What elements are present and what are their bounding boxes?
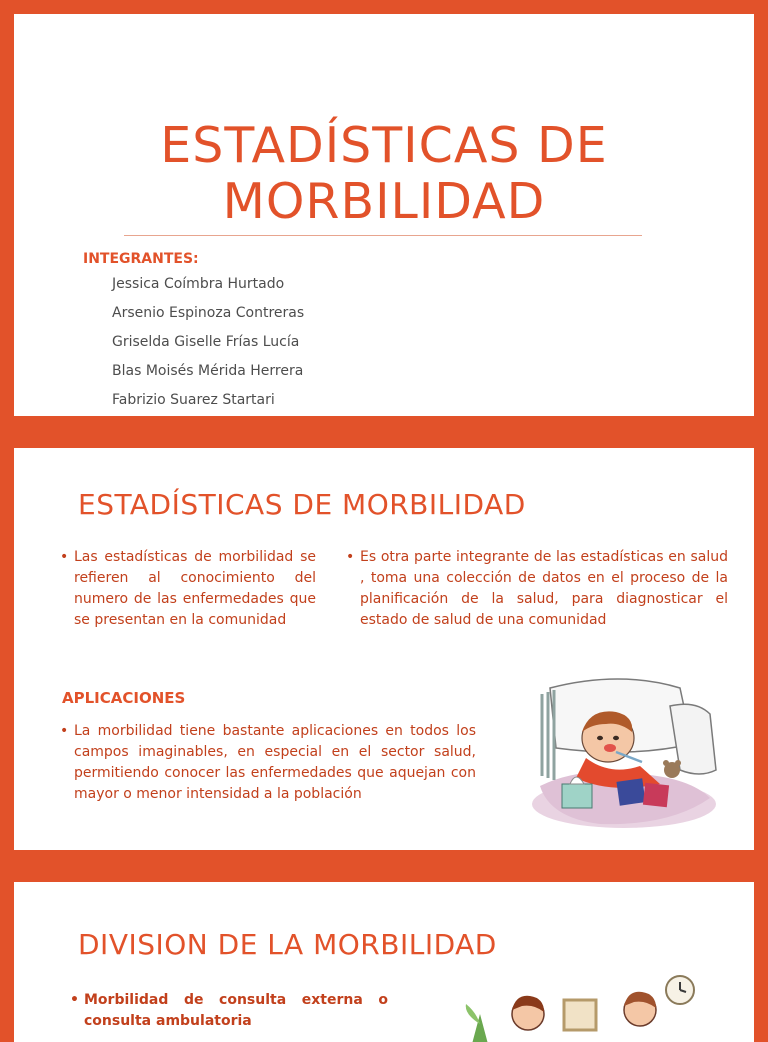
- integrantes-label: INTEGRANTES:: [83, 251, 199, 267]
- aplicaciones-bullets: [60, 721, 476, 805]
- members-list: [112, 274, 304, 416]
- doctor-consultation-icon: [444, 974, 714, 1042]
- slide-heading: ESTADÍSTICAS DE MORBILIDAD: [78, 488, 526, 521]
- slide-title-heading: [14, 118, 754, 230]
- slide-definition: [14, 448, 754, 850]
- member-name: Blas Moisés Mérida Herrera: [112, 363, 304, 379]
- title-divider: [124, 235, 642, 236]
- title-line-2: MORBILIDAD: [222, 173, 546, 230]
- left-bullets: [60, 547, 316, 631]
- aplicaciones-label: APLICACIONES: [62, 689, 186, 707]
- bullet-item: • Las estadísticas de morbilidad se refieren al conocimiento del numero de las enfermedades que se presentan en la comunidad: [60, 547, 316, 631]
- member-name: Fabrizio Suarez Startari: [112, 392, 275, 408]
- member-name: Griselda Giselle Frías Lucía: [112, 334, 300, 350]
- slide-division: [14, 882, 754, 1042]
- member-name: Jessica Coímbra Hurtado: [112, 276, 285, 292]
- member-name: Arsenio Espinoza Contreras: [112, 305, 305, 321]
- right-bullets: [346, 547, 728, 631]
- bullet-item: • Es otra parte integrante de las estadísticas en salud , toma una colección de datos en el proceso de la planificación de la salud, para diagnosticar el estado de salud de una comunidad: [346, 547, 728, 631]
- title-line-1: ESTADÍSTICAS DE: [160, 117, 608, 174]
- bullet-item: • La morbilidad tiene bastante aplicaciones en todos los campos imaginables, en especial en el sector salud, permitiendo conocer las enfermedades que aquejan con mayor o menor intensidad a la población: [60, 721, 476, 805]
- bullet-item: • Morbilidad de consulta externa o consulta ambulatoria: [70, 990, 388, 1032]
- slide-title: [14, 14, 754, 416]
- slide-heading: DIVISION DE LA MORBILIDAD: [78, 928, 497, 961]
- sick-child-in-bed-icon: [520, 666, 720, 832]
- division-bullets: [70, 990, 388, 1032]
